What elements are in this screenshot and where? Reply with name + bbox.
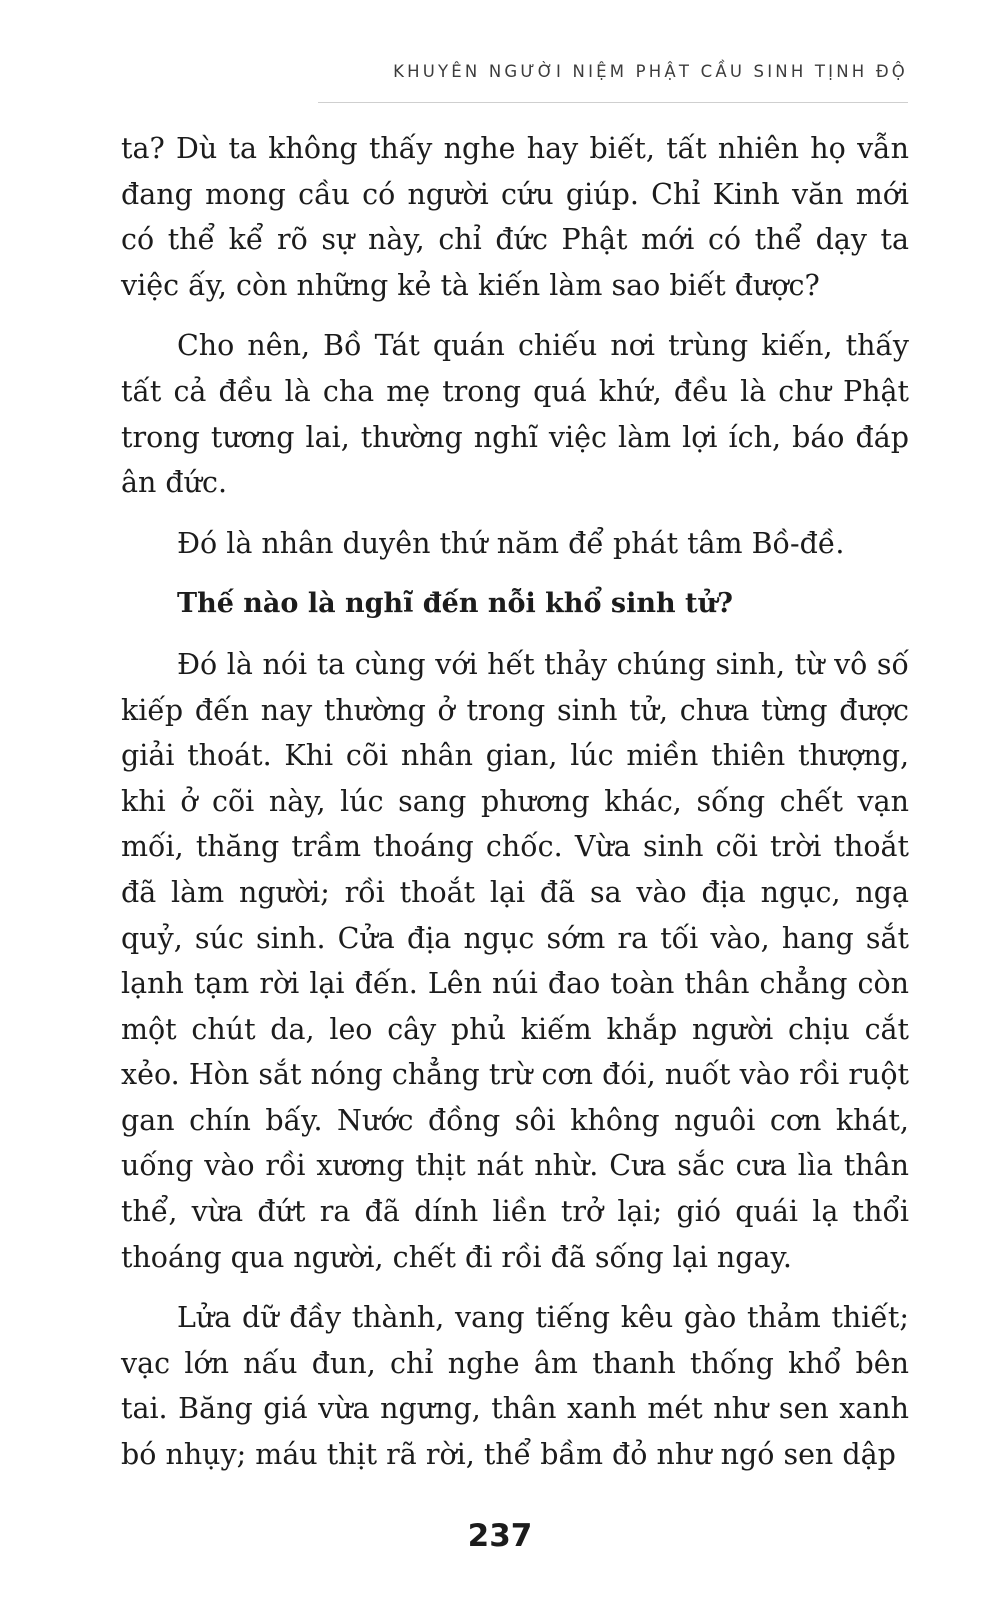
running-header: KHUYÊN NGƯỜI NIỆM PHẬT CẦU SINH TỊNH ĐỘ: [393, 62, 908, 81]
header-rule: [318, 102, 908, 103]
section-heading: Thế nào là nghĩ đến nỗi khổ sinh tử?: [177, 588, 733, 620]
paragraph: Đó là nói ta cùng với hết thảy chúng sinh, từ vô số kiếp đến nay thường ở trong sinh tử, chưa từng được giải thoát. Khi cõi nhân gian, lúc miền thiên thượng, khi ở cõi này, lúc sang phương khác, sống chết vạn mối, thăng trầm thoáng chốc. Vừa sinh cõi trời thoắt đã làm người; rồi thoắt lại đã sa vào địa ngục, ngạ quỷ, súc sinh. Cửa địa ngục sớm ra tối vào, hang sắt lạnh tạm rời lại đến. Lên núi đao toàn thân chẳng còn một chút da, leo cây phủ kiếm khắp người chịu cắt xẻo. Hòn sắt nóng chẳng trừ cơn đói, nuốt vào rồi ruột gan chín bấy. Nước đồng sôi không nguôi cơn khát, uống vào rồi xương thịt nát nhừ. Cưa sắc cưa lìa thân thể, vừa đứt ra đã dính liền trở lại; gió quái lạ thổi thoáng qua người, chết đi rồi đã sống lại ngay.: [121, 647, 909, 1274]
body-text: [121, 126, 909, 1493]
paragraph: Cho nên, Bồ Tát quán chiếu nơi trùng kiến, thấy tất cả đều là cha mẹ trong quá khứ, đều là chư Phật trong tương lai, thường nghĩ việc làm lợi ích, báo đáp ân đức.: [121, 329, 909, 500]
paragraph: Đó là nhân duyên thứ năm để phát tâm Bồ-đề.: [177, 526, 845, 560]
paragraph-continued: ta? Dù ta không thấy nghe hay biết, tất nhiên họ vẫn đang mong cầu có người cứu giúp. Chỉ Kinh văn mới có thể kể rõ sự này, chỉ đức Phật mới có thể dạy ta việc ấy, còn những kẻ tà kiến làm sao biết được?: [121, 132, 909, 302]
paragraph: Lửa dữ đầy thành, vang tiếng kêu gào thảm thiết; vạc lớn nấu đun, chỉ nghe âm thanh thống khổ bên tai. Băng giá vừa ngưng, thân xanh mét như sen xanh bó nhụy; máu thịt rã rời, thể bầm đỏ như ngó sen dập: [121, 1301, 909, 1472]
page-number: 237: [467, 1518, 533, 1554]
